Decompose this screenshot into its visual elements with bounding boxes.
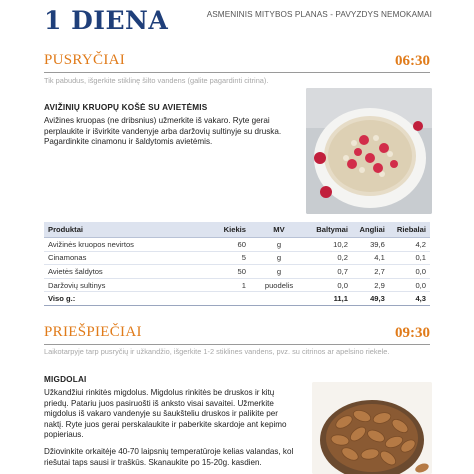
cell-carbs: 4,1 <box>352 251 389 265</box>
snack-dish-paragraph: Užkandžiui rinkitės migdolus. Migdolus rinkitės be druskos ir kitų priedų. Patariu juos pasiruošti iš anksto visai savaitei. Užmerkite migdolus iš vakaro vandenyje su šaukšteliu druskos ir palikite per naktį. Ryte juos gerai perskalaukite ir paberkite skardoje ant kepimo popieriaus. <box>44 388 287 440</box>
cell-fat: 4,2 <box>389 238 430 252</box>
table-row <box>44 265 430 279</box>
col-header-protein: Baltymai <box>308 222 352 238</box>
breakfast-dish-paragraph: Avižines kruopas (ne dribsnius) užmerkite iš vakaro. Ryte gerai perplaukite ir išvirkite vandenyje arba daržovių sultinyje su druska. Pagardinkite cinamonu ir šaldytomis avietėmis. <box>44 116 282 147</box>
cell-total-label: Viso g.: <box>44 292 202 306</box>
cell-unit: g <box>250 238 308 252</box>
col-header-products: Produktai <box>44 222 202 238</box>
cell-product: Avietės šaldytos <box>44 265 202 279</box>
snack-dish-title: MIGDOLAI <box>44 375 87 384</box>
col-header-unit: MV <box>250 222 308 238</box>
cell-amount: 50 <box>202 265 250 279</box>
cell-total-carbs: 49,3 <box>352 292 389 306</box>
snack-header <box>44 322 430 345</box>
breakfast-time: 06:30 <box>395 53 430 69</box>
cell-total-fat: 4,3 <box>389 292 430 306</box>
snack-time: 09:30 <box>395 325 430 341</box>
breakfast-header <box>44 50 430 73</box>
cell-protein: 10,2 <box>308 238 352 252</box>
table-row <box>44 238 430 252</box>
cell-protein: 0,0 <box>308 278 352 292</box>
snack-dish-paragraph: Džiovinkite orkaitėje 40-70 laipsnių temperatūroje kelias valandas, kol riešutai taps sausi ir traškūs. Skanaukite po 15-20g. kasdien. <box>44 446 294 467</box>
cell-unit: puodelis <box>250 278 308 292</box>
cell-amount: 5 <box>202 251 250 265</box>
oatmeal-bowl-image <box>306 88 432 214</box>
cell-unit: g <box>250 251 308 265</box>
cell-product: Daržovių sultinys <box>44 278 202 292</box>
breakfast-dish-description <box>44 116 290 154</box>
cell-amount: 60 <box>202 238 250 252</box>
cell-protein: 0,7 <box>308 265 352 279</box>
cell-carbs: 2,7 <box>352 265 389 279</box>
snack-note: Laikotarpyje tarp pusryčių ir užkandžio, išgerkite 1-2 stiklines vandens, pvz. su citrinos ar apelsino riekele. <box>44 347 390 356</box>
cell-fat: 0,0 <box>389 278 430 292</box>
cell-carbs: 2,9 <box>352 278 389 292</box>
snack-dish-description <box>44 388 298 474</box>
cell-total-protein: 11,1 <box>308 292 352 306</box>
cell-fat: 0,0 <box>389 265 430 279</box>
cell-product: Avižinės kruopos nevirtos <box>44 238 202 252</box>
almonds-photo <box>312 382 432 474</box>
snack-title: PRIEŠPIEČIAI <box>44 324 142 340</box>
table-header-row <box>44 222 430 238</box>
table-row <box>44 251 430 265</box>
day-title: 1 DIENA <box>44 6 169 35</box>
breakfast-note: Tik pabudus, išgerkite stiklinę šilto vandens (galite pagardinti citrina). <box>44 76 269 85</box>
cell-fat: 0,1 <box>389 251 430 265</box>
col-header-fat: Riebalai <box>389 222 430 238</box>
plan-label: ASMENINIS MITYBOS PLANAS - PAVYZDYS NEMOKAMAI <box>206 10 432 19</box>
cell-amount: 1 <box>202 278 250 292</box>
breakfast-title: PUSRYČIAI <box>44 52 126 68</box>
table-row <box>44 278 430 292</box>
col-header-carbs: Angliai <box>352 222 389 238</box>
cell-product: Cinamonas <box>44 251 202 265</box>
col-header-amount: Kiekis <box>202 222 250 238</box>
cell-total-amount <box>202 292 250 306</box>
almonds-bowl-image <box>312 382 432 474</box>
cell-unit: g <box>250 265 308 279</box>
oatmeal-photo <box>306 88 432 214</box>
cell-total-unit <box>250 292 308 306</box>
table-total-row <box>44 292 430 306</box>
breakfast-dish-title: AVIŽINIŲ KRUOPŲ KOŠĖ SU AVIETĖMIS <box>44 103 208 112</box>
breakfast-nutrition-table <box>44 222 430 306</box>
cell-carbs: 39,6 <box>352 238 389 252</box>
cell-protein: 0,2 <box>308 251 352 265</box>
